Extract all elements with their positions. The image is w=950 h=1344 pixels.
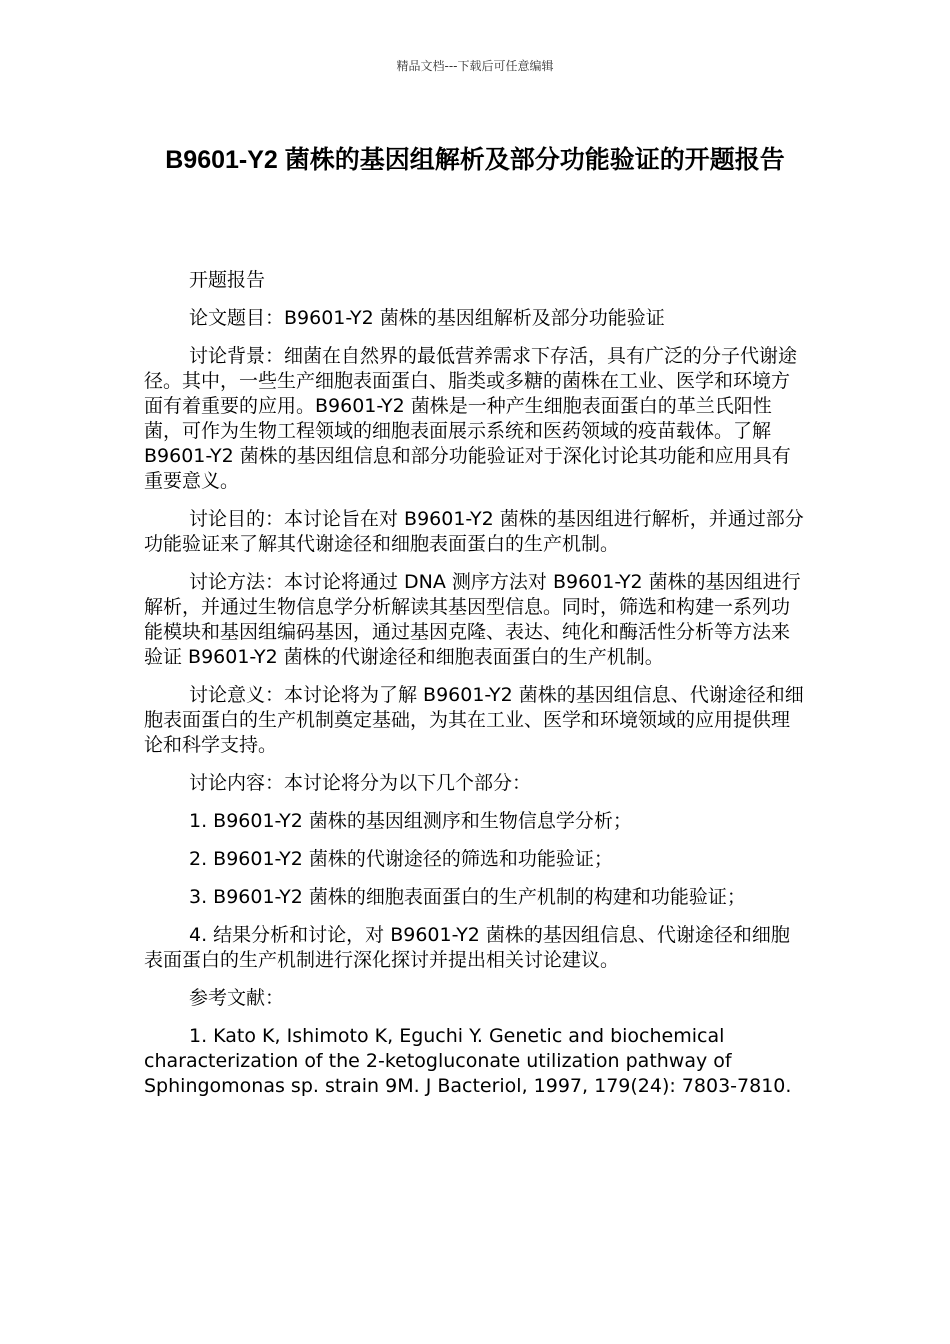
thesis-title-paragraph: 论文题目：B9601-Y2 菌株的基因组解析及部分功能验证 xyxy=(189,307,665,329)
content-item-4: 4. 结果分析和讨论，对 B9601-Y2 菌株的基因组信息、代谢途径和细胞表面蛋白的生产机制进行深化探讨并提出相关讨论建议。 xyxy=(144,924,790,971)
reference-item-1: 1. Kato K, Ishimoto K, Eguchi Y. Genetic and biochemical characterization of the 2-ketogluconate utilization pathway of Sphingomonas sp. strain 9M. J Bacteriol, 1997, 179(24): 7803-7810. xyxy=(144,1025,792,1097)
significance-paragraph: 讨论意义：本讨论将为了解 B9601-Y2 菌株的基因组信息、代谢途径和细胞表面蛋白的生产机制奠定基础，为其在工业、医学和环境领域的应用提供理论和科学支持。 xyxy=(144,684,804,756)
content-item-3: 3. B9601-Y2 菌株的细胞表面蛋白的生产机制的构建和功能验证； xyxy=(189,886,746,908)
references-heading: 参考文献： xyxy=(189,987,285,1009)
document-title: B9601-Y2 菌株的基因组解析及部分功能验证的开题报告 xyxy=(165,146,785,174)
page-header: 精品文档---下载后可任意编辑 xyxy=(396,59,554,73)
objective-paragraph: 讨论目的：本讨论旨在对 B9601-Y2 菌株的基因组进行解析，并通过部分功能验证来了解其代谢途径和细胞表面蛋白的生产机制。 xyxy=(144,508,804,555)
background-paragraph: 讨论背景：细菌在自然界的最低营养需求下存活，具有广泛的分子代谢途径。其中，一些生产细胞表面蛋白、脂类或多糖的菌株在工业、医学和环境方面有着重要的应用。B9601-Y2 菌株是一种产生细胞表面蛋白的革兰氏阳性菌，可作为生物工程领域的细胞表面展示系统和医药领域的疫苗载体。了解 B9601-Y2 菌株的基因组信息和部分功能验证对于深化讨论其功能和应用具有重要意义。 xyxy=(144,345,798,492)
content-item-1: 1. B9601-Y2 菌株的基因组测序和生物信息学分析； xyxy=(189,810,632,832)
content-intro-paragraph: 讨论内容：本讨论将分为以下几个部分： xyxy=(189,772,532,794)
method-paragraph: 讨论方法：本讨论将通过 DNA 测序方法对 B9601-Y2 菌株的基因组进行解析，并通过生物信息学分析解读其基因型信息。同时，筛选和构建一系列功能模块和基因组编码基因，通过基因克隆、表达、纯化和酶活性分析等方法来验证 B9601-Y2 菌株的代谢途径和细胞表面蛋白的生产机制。 xyxy=(144,571,801,668)
section-label: 开题报告 xyxy=(189,269,266,291)
document-body xyxy=(144,268,804,1112)
content-item-2: 2. B9601-Y2 菌株的代谢途径的筛选和功能验证； xyxy=(189,848,613,870)
